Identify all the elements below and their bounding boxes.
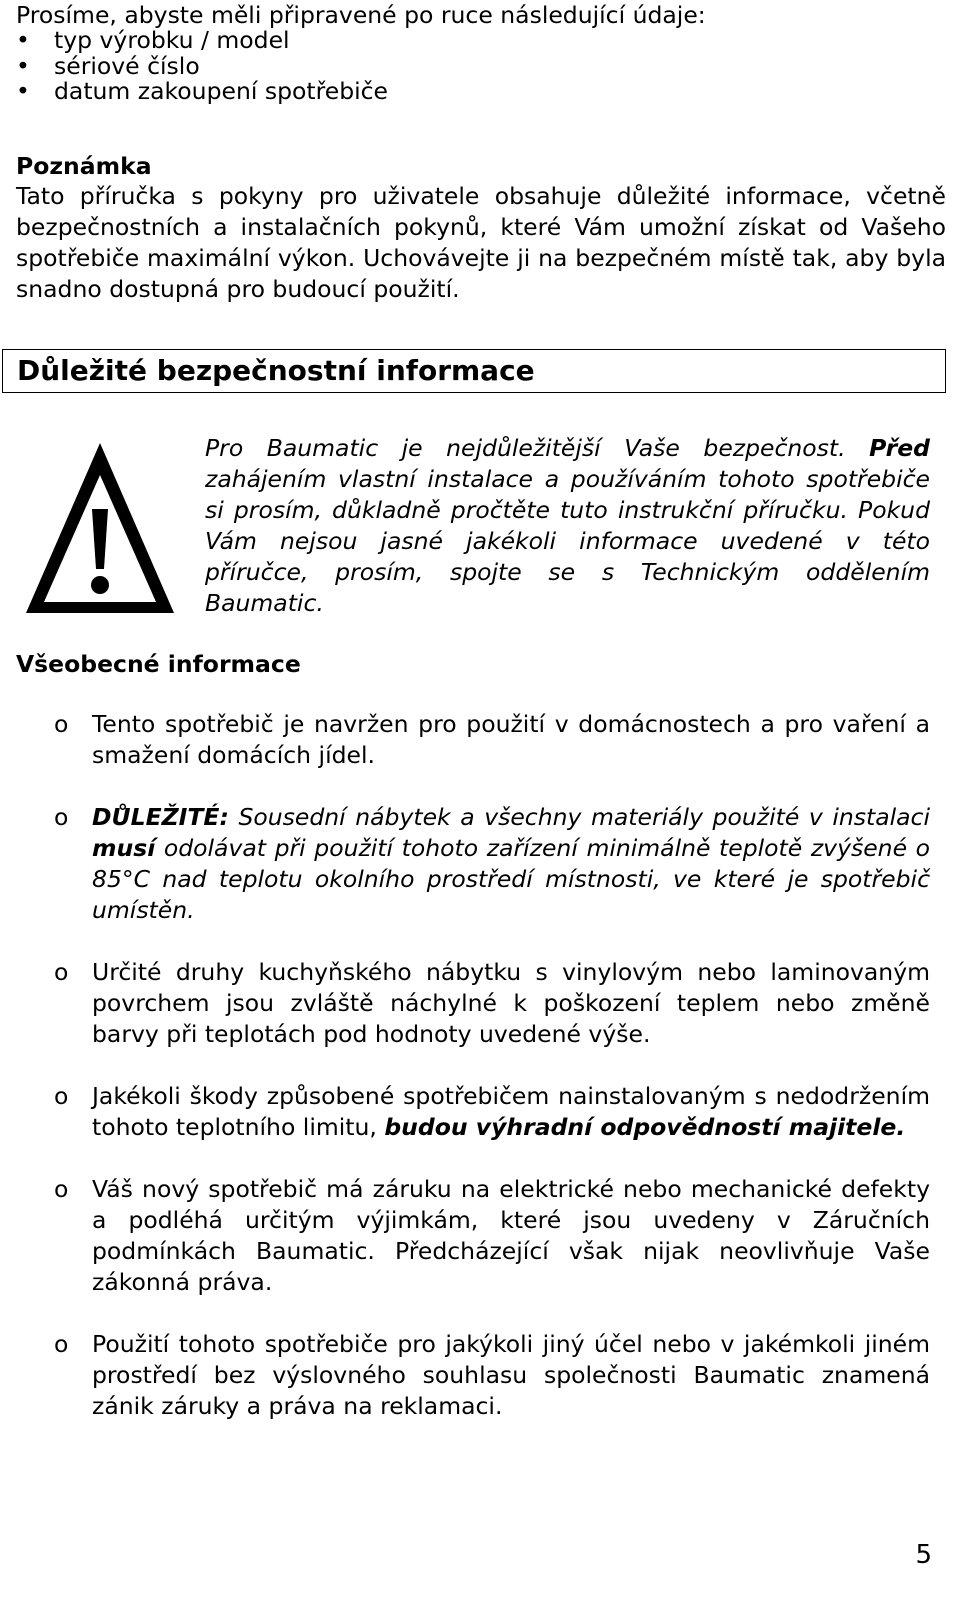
safety-warning (16, 433, 946, 623)
document-page (16, 0, 946, 1453)
note-text: Tato příručka s pokyny pro uživatele obsahuje důležité informace, včetně bezpečnostních a instalačních pokynů, které Vám umožní získat od Vašeho spotřebiče maximální výkon. Uchovávejte ji na bezpečném místě tak, aby byla snadno dostupná pro budoucí použití. (16, 181, 946, 303)
list-item: o Určité druhy kuchyňského nábytku s vinylovým nebo laminovaným povrchem jsou zvláště náchylné k poškození teplem nebo změně barvy při teplotách pod hodnoty uvedené výše. (54, 957, 930, 1048)
list-marker: o (54, 1081, 69, 1110)
required-info-list (16, 28, 946, 105)
general-info-heading: Všeobecné informace (16, 649, 301, 678)
list-marker: o (54, 709, 69, 738)
safety-section-heading: Důležité bezpečnostní informace (2, 349, 946, 393)
list-marker: o (54, 1174, 69, 1203)
bullet-icon: • (16, 26, 30, 54)
list-item: • sériové číslo (16, 51, 200, 80)
list-marker: o (54, 802, 69, 831)
list-item: o Jakékoli škody způsobené spotřebičem nainstalovaným s nedodržením tohoto teplotního limitu, budou výhradní odpovědností majitele. (54, 1081, 930, 1141)
list-item: o DŮLEŽITÉ: Sousední nábytek a všechny materiály použité v instalaci musí odolávat při použití tohoto zařízení minimálně teplotě zvýšené o 85°C nad teplotu okolního prostředí místnosti, ve které je spotřebič umístěn. (54, 802, 930, 924)
list-item: o Tento spotřebič je navržen pro použití v domácnostech a pro vaření a smažení domácích jídel. (54, 709, 930, 769)
safety-warning-text: Pro Baumatic je nejdůležitější Vaše bezpečnost. Před zahájením vlastní instalace a používáním tohoto spotřebiče si prosím, důkladně pročtěte tuto instrukční příručku. Pokud Vám nejsou jasné jakékoli informace uvedené v této příručce, prosím, spojte se s Technickým oddělením Baumatic. (205, 433, 930, 617)
bullet-icon: • (16, 51, 30, 80)
list-item: o Použití tohoto spotřebiče pro jakýkoli jiný účel nebo v jakémkoli jiném prostředí bez výslovného souhlasu společnosti Baumatic znamená zánik záruky a práva na reklamaci. (54, 1329, 930, 1420)
list-item: o Váš nový spotřebič má záruku na elektrické nebo mechanické defekty a podléhá určitým výjimkám, které jsou uvedeny v Záručních podmínkách Baumatic. Předcházející však nijak neovlivňuje Vaše zákonná práva. (54, 1174, 930, 1296)
list-item: • datum zakoupení spotřebiče (16, 77, 389, 105)
page-number: 5 (915, 1540, 932, 1570)
note-heading: Poznámka (16, 151, 152, 180)
list-marker: o (54, 957, 69, 986)
general-info-list (16, 709, 946, 1422)
intro-lead: Prosíme, abyste měli připravené po ruce následující údaje: (16, 1, 706, 29)
bullet-icon: • (16, 77, 30, 105)
list-marker: o (54, 1329, 69, 1358)
list-item: • typ výrobku / model (16, 26, 290, 54)
warning-triangle-icon (20, 437, 180, 619)
